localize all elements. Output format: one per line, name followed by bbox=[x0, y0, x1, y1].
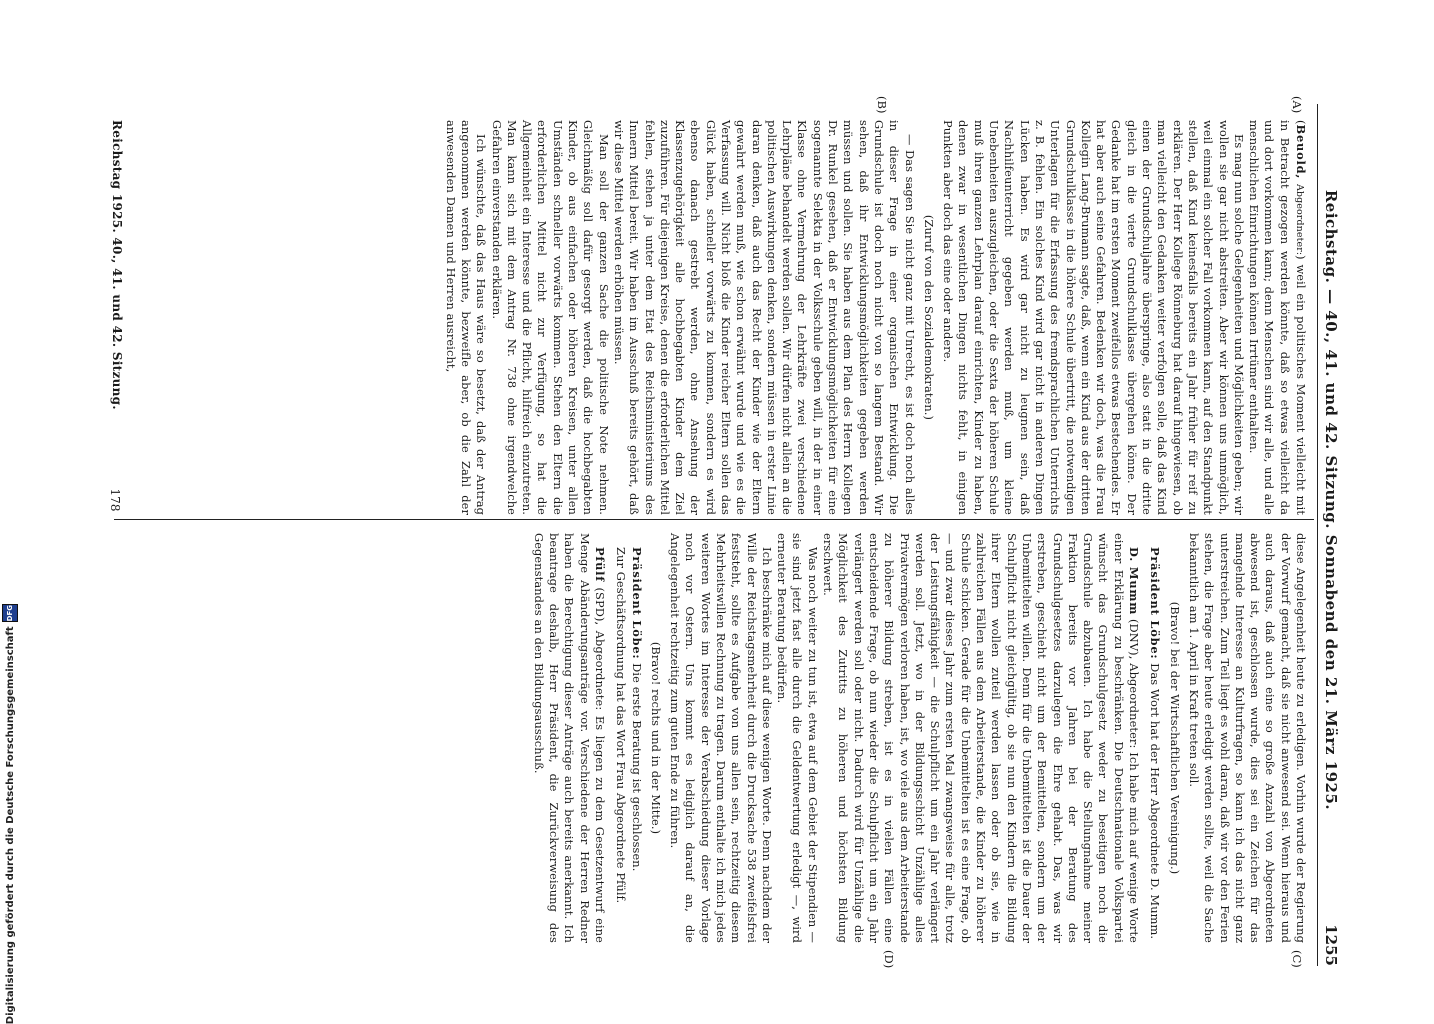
speaker-name: D. Mumm bbox=[1127, 547, 1142, 616]
applause: (Bravo! bei der Wirtschaftlichen Vereinigung.) bbox=[1167, 601, 1182, 875]
paragraph: Was noch weiter zu tun ist, etwa auf dem Gebiet der Stipendien — sie sind jetzt fast alle durch die Geldentwertung erledigt —, wird erneuter Beratung bedürfen. bbox=[775, 533, 820, 943]
speaker-party: (DNV), Abgeordneter: bbox=[1127, 619, 1142, 749]
president-name: Präsident Löbe: bbox=[629, 547, 644, 660]
speaker-name: Pfülf bbox=[592, 547, 607, 582]
footer-session: Reichstag 1925. 40., 41. und 42. Sitzung. bbox=[110, 120, 124, 410]
header-rule bbox=[1317, 104, 1318, 966]
speaker-party: (SPD), Abgeordnete: bbox=[592, 587, 607, 711]
margin-mark-a: (A) bbox=[1290, 96, 1304, 114]
paragraph: Ich beschränke mich auf diese wenigen Worte. Denn nachdem der Wille der Reichstagsmehrheit durch die Drucksache 538 zweifelsfrei feststeht, sollte es Aufgabe von uns allen sein, rechtzeitig diesem Mehrheitswillen Rechnung zu tragen. Darum enthalte ich mich jedes weiteren Wortes im Interesse der Verabschiedung dieser Vorlage noch vor Ostern. Uns kommt es lediglich darauf an, die Angelegenheit rechtzeitig zum guten Ende zu führen. bbox=[668, 533, 774, 943]
column-divider bbox=[114, 519, 1314, 520]
header-title: Reichstag. — 40., 41. und 42. Sitzung. Sonnabend den 21. März 1925. bbox=[1322, 189, 1340, 811]
margin-mark-d: (D) bbox=[882, 950, 896, 969]
paragraph: Man soll der ganzen Sache die politische Note nehmen. Gleichmäßig soll dafür gesorgt werden, daß die hochbegabten Kinder, ob aus einfachen oder höheren Kreisen, unter allen Umständen schneller vorwärts kommen. Stehen den Eltern die erforderlichen Mittel nicht zur Verfügung, so hat die Allgemeinheit ein Interesse und die Pflicht, hilfreich einzutreten. Man kann sich mit dem Antrag Nr. 738 ohne irgendwelche Gefahren einverstanden erklären. bbox=[489, 120, 611, 515]
paragraph: — Das sagen Sie nicht ganz mit Unrecht, es ist doch noch alles in dieser Frage in einer organischen Entwicklung. Die Grundschule ist doch noch nicht von so langem Bestand. Wir sehen, daß ihr Entwicklungsmöglichkeiten gegeben werden müssen und sollen. Sie haben aus dem Plan des Herrn Kollegen Dr. Runkel gesehen, daß er Entwicklungsmöglichkeiten für eine sogenannte Selekta in der Volksschule geben will, in der in einer Klasse ohne Vermehrung der Lehrkräfte zwei verschiedene Lehrpläne behandelt werden sollen. Wir dürfen nicht allein an die politischen Auswirkungen denken, sondern müssen in erster Linie daran denken, daß auch das Recht der Kinder wie der Eltern gewahrt werden muß, wie schon erwähnt wurde und wie es die Verfassung will. Nicht bloß die Kinder reicher Eltern sollen das Glück haben, schneller vorwärts zu kommen, sondern es wird ebenso danach gestrebt werden, ohne Ansehung der Klassenzugehörigkeit alle hochbegabten Kinder dem Ziel zuzuführen. Für diejenigen Kreise, denen die erforderlichen Mittel fehlen, stehen ja unter dem Etat des Reichsministeriums des Innern Mittel bereit. Wir haben im Ausschuß bereits gehört, daß wir diese Mittel werden erhöhen müssen. bbox=[611, 120, 917, 515]
paragraph: diese Angelegenheit heute zu erledigen. Vorhin wurde der Regierung der Vorwurf gemacht, daß sie nicht anwesend sei. Wenn hieraus und auch daraus, daß auch eine so große Anzahl von Abgeordneten abwesend ist, geschlossen wurde, dies sei ein Zeichen für das mangelnde Interesse an Kulturfragen, so kann ich das nicht ganz unterstreichen. Zum Teil liegt es wohl daran, daß wir vor den Ferien stehen, die Frage aber heute erledigt werden sollte, weil die Sache bekanntlich am 1. April in Kraft treten soll. bbox=[1186, 533, 1308, 943]
speech-pfuelf bbox=[530, 533, 606, 943]
agenda-text: Zur Geschäftsordnung hat das Wort Frau Abgeordnete Pfülf. bbox=[614, 547, 629, 904]
left-column bbox=[442, 120, 1308, 515]
speaker-line: (Beuold, Abgeordneter:) weil ein politisches Moment vielleicht mit in Betracht gezogen werden könnte, daß so etwas vielleicht da und dort vorkommen kann; denn Menschen sind wir alle, und alle menschlichen Einrichtungen können Irrtümer enthalten. bbox=[1247, 120, 1308, 515]
dfg-logo-icon: DFG bbox=[2, 604, 18, 622]
speaker-role: Abgeordneter: bbox=[1294, 183, 1305, 256]
paragraph: Es mag nun solche Gelegenheiten und Möglichkeiten geben; wir wollen sie gar nicht abstreiten. Aber wir können uns unmöglich, weil einmal ein solcher Fall vorkommen kann, auf den Standpunkt stellen, daß Kind keinesfalls bereits ein Jahr früher für reif zu erklären. Der Herr Kollege Rönneburg hat darauf hingewiesen, ob man vielleicht den Gedanken weiter verfolgen solle, daß das Kind einen der Grundschuljahre überspringe, also statt in die dritte gleich in die vierte Grundschulklasse übergehen könne. Der Gedanke hat im ersten Moment zweifellos etwas Bestechendes. Er hat aber auch seine Gefahren. Bedenken wir doch, was die Frau Kollegin Lang-Brumann sagte, daß, wenn ein Kind aus der dritten Grundschulklasse in die höhere Schule übertritt, die notwendigen Unterlagen für die Erfassung des fremdsprachlichen Unterrichts z. B. fehlen. Ein solches Kind wird gar nicht in anderen Dingen Lücken haben. Es wird gar nicht zu leugnen sein, daß Nachhilfeunterricht gegeben werden muß, um kleine Unebenheiten auszugleichen, oder die Sexta der höheren Schule muß ihren ganzen Lehrplan darauf einrichten, Kinder zu haben, denen zwar in wesentlichen Dingen nichts fehlt, in einigen Punkten aber doch das eine oder andere. bbox=[941, 120, 1246, 515]
speaker-name: Beuold, bbox=[1294, 124, 1308, 180]
page-header bbox=[1316, 0, 1340, 1000]
paragraph: Ich wünschte, daß das Haus wäre so besetzt, daß der Antrag angenommen werden könnte, bezweifle aber, ob die Zahl der anwesenden Damen und Herren ausreicht, bbox=[443, 120, 489, 515]
president-text: Das Wort hat der Herr Abgeordnete D. Mumm. bbox=[1148, 663, 1163, 940]
digitization-credit bbox=[1, 604, 19, 1024]
margin-mark-b: (B) bbox=[875, 96, 889, 114]
paragraph: Ich habe mich auf wenige Worte einer Erklärung zu beschränken. Die Deutschnationale Volkspartei wünscht das Grundschulgesetz weder zu beseitigen noch die Grundschule abzubauen. Ich habe die Stellungnahme meiner Fraktion bereits vor Jahren bei der Beratung des Grundschulgesetzes darzulegen die Ehre gehabt. Das, was wir erstreben, geschieht nicht um der Bemittelten, sondern um der Unbemittelten willen. Denn für die Unbemittelten ist die Dauer der Schulpflicht nicht gleichgültig, ob sie nun den Kindern die Bildung ihrer Eltern wollen zuteil werden lassen oder ob sie, wie in zahlreichen Fällen aus dem Arbeiterstande, die Kinder zu höherer Schule schicken. Gerade für die Unbemittelten ist es eine Frage, ob — und zwar dieses Jahr zum ersten Mal zwangsweise für alle, trotz der Leistungsfähigkeit — die Schulpflicht um ein Jahr verlängert werden soll. Jetzt, wo in der Bildungsschicht Unzählige alles Privatvermögen verloren haben, ist, wo viele aus dem Arbeiterstande zu höherer Bildung streben, ist es in vielen Fällen eine entscheidende Frage, ob nun wieder die Schulpflicht um ein Jahr verlängert werden soll oder nicht. Dadurch wird für Unzählige die Möglichkeit des Zutritts zu höheren und höchsten Bildung erschwert. bbox=[821, 533, 1142, 943]
paragraph: Es liegen zu dem Gesetzentwurf eine Menge Abänderungsanträge vor. Verschiedene der Herren Redner haben die Berechtigung dieser Anträge auch bereits anerkannt. Ich beantrage deshalb, Herr Präsident, die Zurückverweisung des Gegenstandes an den Bildungsausschuß. bbox=[531, 533, 607, 943]
president-text: Die erste Beratung ist geschlossen. bbox=[629, 663, 644, 872]
page-number: 1255 bbox=[1322, 924, 1340, 966]
interjection: (Zuruf von den Sozialdemokraten.) bbox=[921, 214, 936, 421]
applause: (Bravo! rechts und in der Mitte.) bbox=[648, 641, 663, 835]
margin-mark-c: (C) bbox=[1290, 950, 1304, 968]
credit-text: Digitalisierung gefördert durch die Deutsche Forschungsgemeinschaft bbox=[4, 626, 16, 1024]
president-name: Präsident Löbe: bbox=[1148, 547, 1163, 660]
president-remark bbox=[628, 533, 643, 943]
president-remark bbox=[1147, 533, 1162, 943]
paragraph: weil ein politisches Moment vielleicht mit in Betracht gezogen werden könnte, daß so etwas vielleicht da und dort vorkommen kann; denn Menschen sind wir alle, und alle menschlichen Einrichtungen können Irrtümer enthalten. bbox=[1247, 120, 1308, 515]
right-column bbox=[530, 533, 1308, 943]
speech-mumm bbox=[820, 533, 1141, 943]
folio-number: 178 bbox=[108, 488, 122, 512]
